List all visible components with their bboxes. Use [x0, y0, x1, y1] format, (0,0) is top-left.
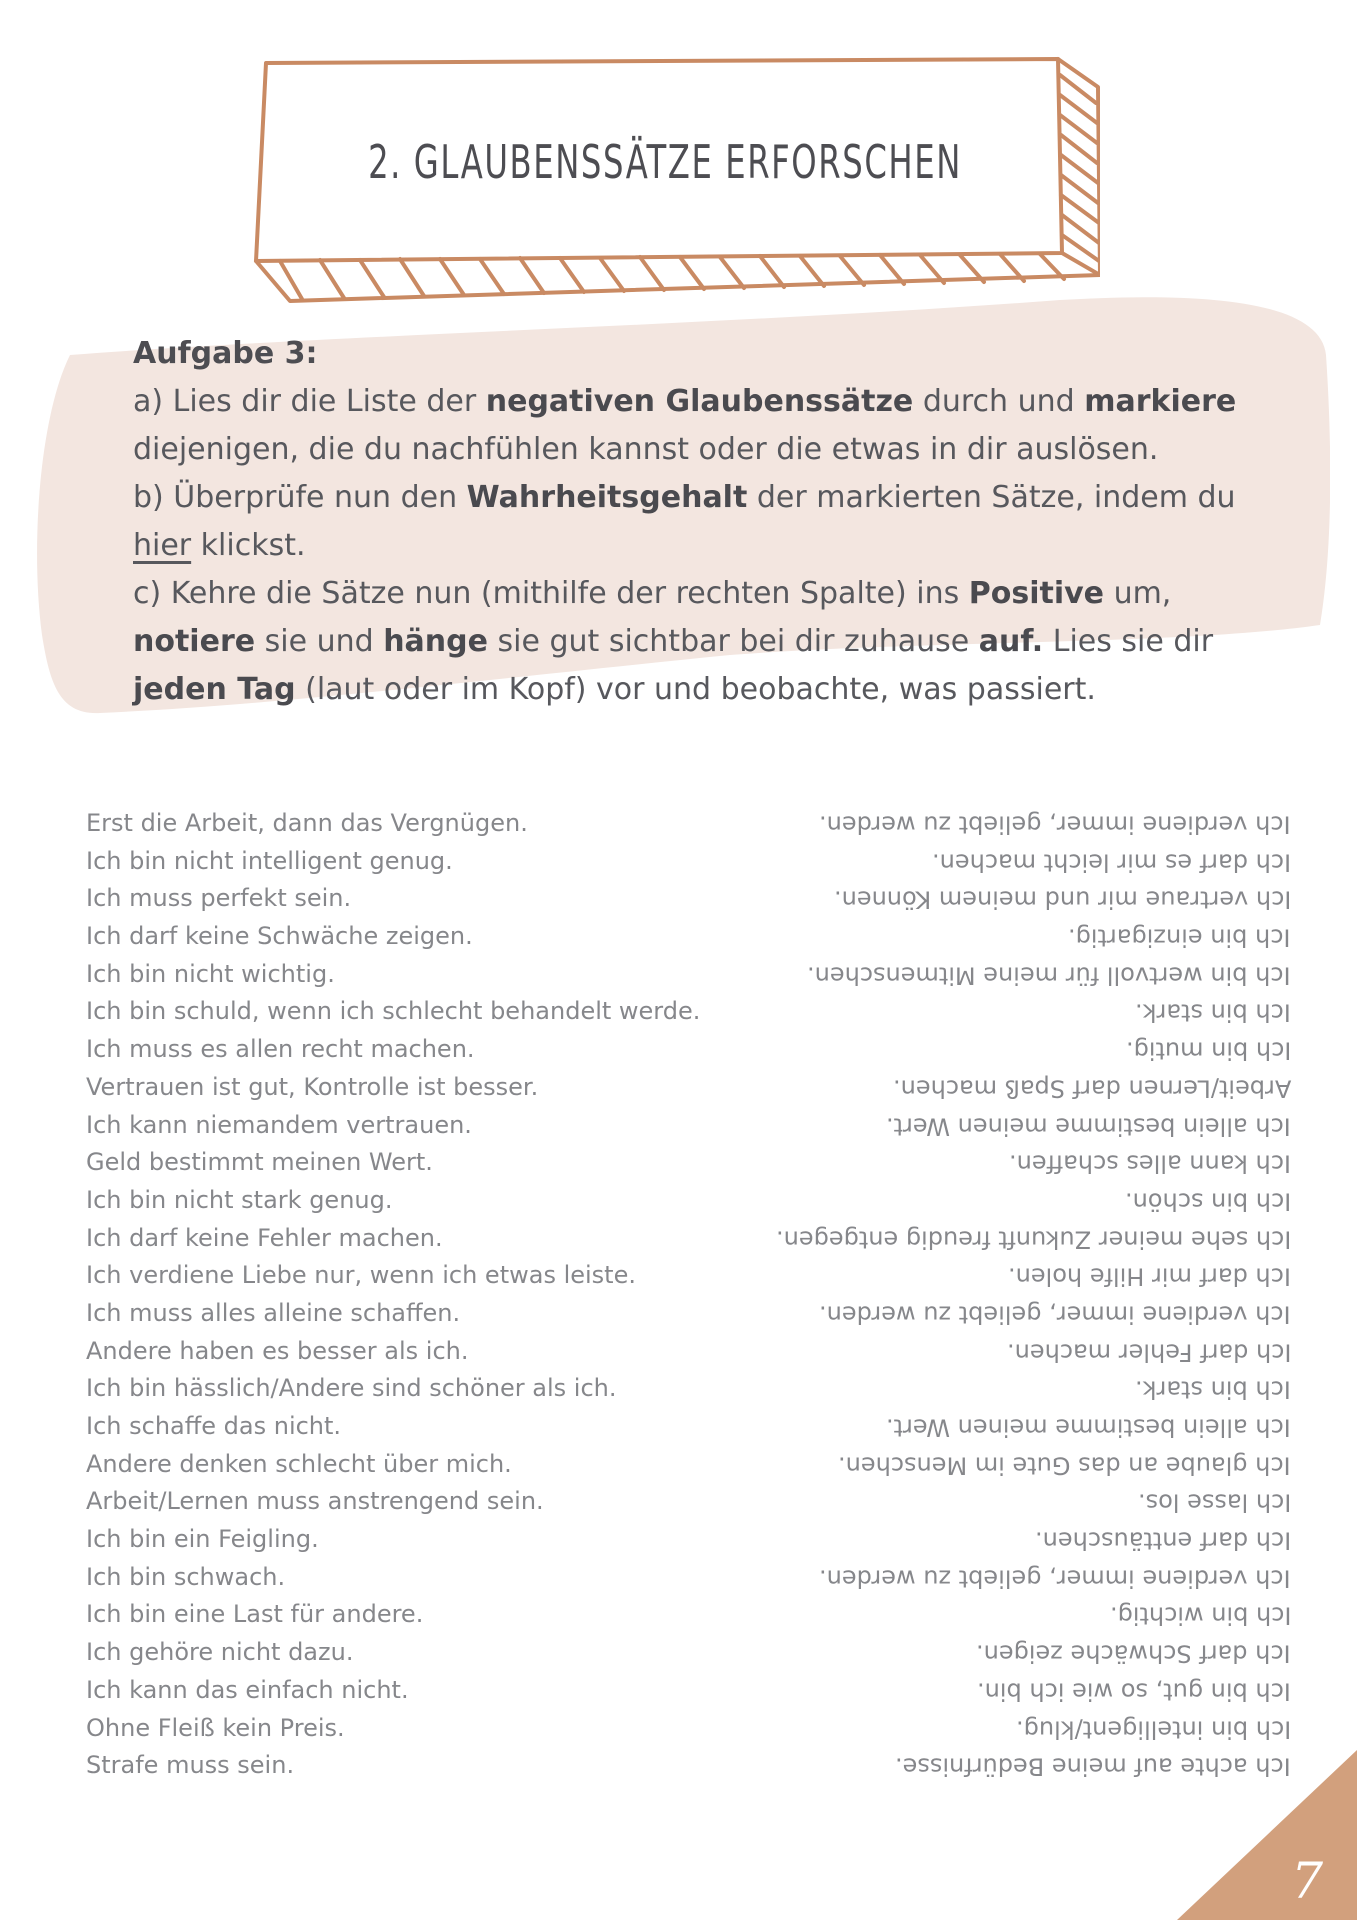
positive-belief-upside-down: Ich bin gut, so wie ich bin.	[977, 1677, 1291, 1706]
negative-belief: Ich bin nicht stark genug.	[86, 1185, 393, 1214]
list-item	[86, 1333, 1291, 1371]
list-item	[86, 1408, 1291, 1446]
task-c-mid-1: um,	[1104, 576, 1172, 611]
positive-belief-upside-down: Ich darf Schwäche zeigen.	[976, 1639, 1291, 1668]
positive-belief-upside-down: Ich allein bestimme meinen Wert.	[886, 1413, 1291, 1442]
task-a-bold-1: negativen Glaubenssätze	[485, 384, 914, 419]
negative-belief: Ich bin schuld, wenn ich schlecht behandelt werde.	[86, 997, 701, 1026]
positive-belief-upside-down: Ich darf mir Hilfe holen.	[1008, 1262, 1291, 1291]
list-item	[86, 843, 1291, 881]
negative-belief: Ich kann niemandem vertrauen.	[86, 1110, 472, 1139]
positive-belief-upside-down: Ich verdiene immer, geliebt zu werden.	[819, 810, 1291, 839]
task-c-bold-5: jeden Tag	[133, 672, 296, 707]
page-number: 7	[1291, 1852, 1323, 1910]
task-c-mid-4: Lies sie dir	[1043, 624, 1214, 659]
task-step-a	[133, 378, 1253, 474]
list-item	[86, 1710, 1291, 1748]
hier-link[interactable]: hier	[133, 528, 192, 563]
task-b-suffix: klickst.	[191, 528, 306, 563]
task-a-prefix: a) Lies dir die Liste der	[133, 384, 486, 419]
positive-belief-upside-down: Ich verdiene immer, geliebt zu werden.	[819, 1300, 1291, 1329]
positive-belief-upside-down: Ich bin stark.	[1135, 999, 1291, 1028]
negative-belief: Ich bin eine Last für andere.	[86, 1600, 424, 1629]
task-c-bold-4: auf.	[978, 624, 1044, 659]
negative-belief: Andere haben es besser als ich.	[86, 1336, 469, 1365]
positive-belief-upside-down: Ich vertraue mir und meinem Können.	[833, 886, 1291, 915]
negative-belief: Arbeit/Lernen muss anstrengend sein.	[86, 1487, 544, 1516]
task-a-suffix: diejenigen, die du nachfühlen kannst oder die etwas in dir auslösen.	[133, 432, 1159, 467]
negative-belief: Ich darf keine Fehler machen.	[86, 1223, 443, 1252]
positive-belief-upside-down: Arbeit/Lernen darf Spaß machen.	[892, 1074, 1291, 1103]
task-c-suffix: (laut oder im Kopf) vor und beobachte, was passiert.	[295, 672, 1096, 707]
negative-belief: Ich darf keine Schwäche zeigen.	[86, 922, 473, 951]
list-item	[86, 805, 1291, 843]
task-step-c	[133, 570, 1253, 714]
task-step-b	[133, 474, 1253, 570]
positive-belief-upside-down: Ich lasse los.	[1137, 1489, 1291, 1518]
task-c-mid-2: sie und	[255, 624, 384, 659]
task-c-bold-1: Positive	[968, 576, 1105, 611]
list-item	[86, 1257, 1291, 1295]
list-item	[86, 1220, 1291, 1258]
negative-belief: Ich bin ein Feigling.	[86, 1525, 319, 1554]
negative-belief: Ich schaffe das nicht.	[86, 1412, 342, 1440]
negative-belief: Ich gehöre nicht dazu.	[86, 1638, 354, 1667]
task-a-bold-2: markiere	[1084, 384, 1237, 419]
positive-belief-upside-down: Ich kann alles schaffen.	[1008, 1149, 1291, 1178]
positive-belief-upside-down: Ich allein bestimme meinen Wert.	[886, 1112, 1291, 1141]
list-item	[86, 1295, 1291, 1333]
negative-belief: Andere denken schlecht über mich.	[86, 1449, 512, 1478]
list-item	[86, 993, 1291, 1031]
positive-belief-upside-down: Ich bin stark.	[1135, 1376, 1291, 1405]
negative-belief: Vertrauen ist gut, Kontrolle ist besser.	[86, 1072, 539, 1101]
title-banner	[250, 55, 1100, 305]
negative-belief: Ich muss perfekt sein.	[86, 884, 352, 913]
list-item	[86, 1521, 1291, 1559]
positive-belief-upside-down: Ich bin wertvoll für meine Mitmenschen.	[807, 961, 1291, 990]
negative-belief: Strafe muss sein.	[86, 1751, 295, 1780]
list-item	[86, 880, 1291, 918]
list-item	[86, 1596, 1291, 1634]
list-item	[86, 1672, 1291, 1710]
positive-belief-upside-down: Ich darf Fehler machen.	[1006, 1338, 1291, 1367]
task-b-bold: Wahrheitsgehalt	[466, 480, 748, 515]
task-a-mid: durch und	[913, 384, 1085, 419]
task-c-prefix: c) Kehre die Sätze nun (mithilfe der rechten Spalte) ins	[133, 576, 969, 611]
positive-belief-upside-down: Ich verdiene immer, geliebt zu werden.	[819, 1564, 1291, 1593]
task-c-bold-3: hänge	[383, 624, 488, 659]
positive-belief-upside-down: Ich bin wichtig.	[1109, 1602, 1291, 1631]
list-item	[86, 1634, 1291, 1672]
list-item	[86, 1069, 1291, 1107]
task-b-mid: der markierten Sätze, indem du	[747, 480, 1236, 515]
list-item	[86, 1446, 1291, 1484]
task-c-mid-3: sie gut sichtbar bei dir zuhause	[487, 624, 979, 659]
negative-belief: Erst die Arbeit, dann das Vergnügen.	[86, 809, 528, 837]
page-corner	[1177, 1750, 1357, 1920]
positive-belief-upside-down: Ich darf enttäuschen.	[1034, 1526, 1291, 1555]
positive-belief-upside-down: Ich darf es mir leicht machen.	[931, 848, 1291, 877]
positive-belief-upside-down: Ich bin einzigartig.	[1068, 923, 1291, 952]
page-title: 2. GLAUBENSSÄTZE ERFORSCHEN	[368, 135, 962, 189]
negative-belief: Ich bin hässlich/Andere sind schöner als ich.	[86, 1374, 617, 1403]
list-item	[86, 1483, 1291, 1521]
negative-belief: Ohne Fleiß kein Preis.	[86, 1713, 345, 1742]
list-item	[86, 1107, 1291, 1145]
list-item	[86, 1370, 1291, 1408]
positive-belief-upside-down: Ich bin mutig.	[1125, 1036, 1291, 1065]
task-c-bold-2: notiere	[133, 624, 256, 659]
list-item	[86, 1747, 1291, 1785]
positive-belief-upside-down: Ich achte auf meine Bedürfnisse.	[895, 1752, 1291, 1781]
negative-belief: Ich muss es allen recht machen.	[86, 1035, 475, 1064]
list-item	[86, 1031, 1291, 1069]
negative-belief: Ich bin nicht intelligent genug.	[86, 846, 453, 875]
negative-belief: Geld bestimmt meinen Wert.	[86, 1148, 433, 1177]
negative-belief: Ich kann das einfach nicht.	[86, 1675, 409, 1704]
task-heading: Aufgabe 3:	[133, 336, 318, 371]
negative-belief: Ich muss alles alleine schaffen.	[86, 1298, 461, 1327]
list-item	[86, 1144, 1291, 1182]
task-instructions	[133, 330, 1253, 714]
positive-belief-upside-down: Ich bin schön.	[1124, 1187, 1291, 1216]
list-item	[86, 956, 1291, 994]
positive-belief-upside-down: Ich bin intelligent/klug.	[1015, 1715, 1291, 1744]
belief-list	[86, 805, 1291, 1785]
task-b-prefix: b) Überprüfe nun den	[133, 480, 467, 515]
positive-belief-upside-down: Ich sehe meiner Zukunft freudig entgegen.	[775, 1225, 1291, 1254]
positive-belief-upside-down: Ich glaube an das Gute im Menschen.	[838, 1451, 1291, 1480]
list-item	[86, 1182, 1291, 1220]
negative-belief: Ich bin nicht wichtig.	[86, 959, 335, 988]
list-item	[86, 918, 1291, 956]
negative-belief: Ich verdiene Liebe nur, wenn ich etwas leiste.	[86, 1261, 636, 1290]
negative-belief: Ich bin schwach.	[86, 1562, 286, 1591]
list-item	[86, 1559, 1291, 1597]
